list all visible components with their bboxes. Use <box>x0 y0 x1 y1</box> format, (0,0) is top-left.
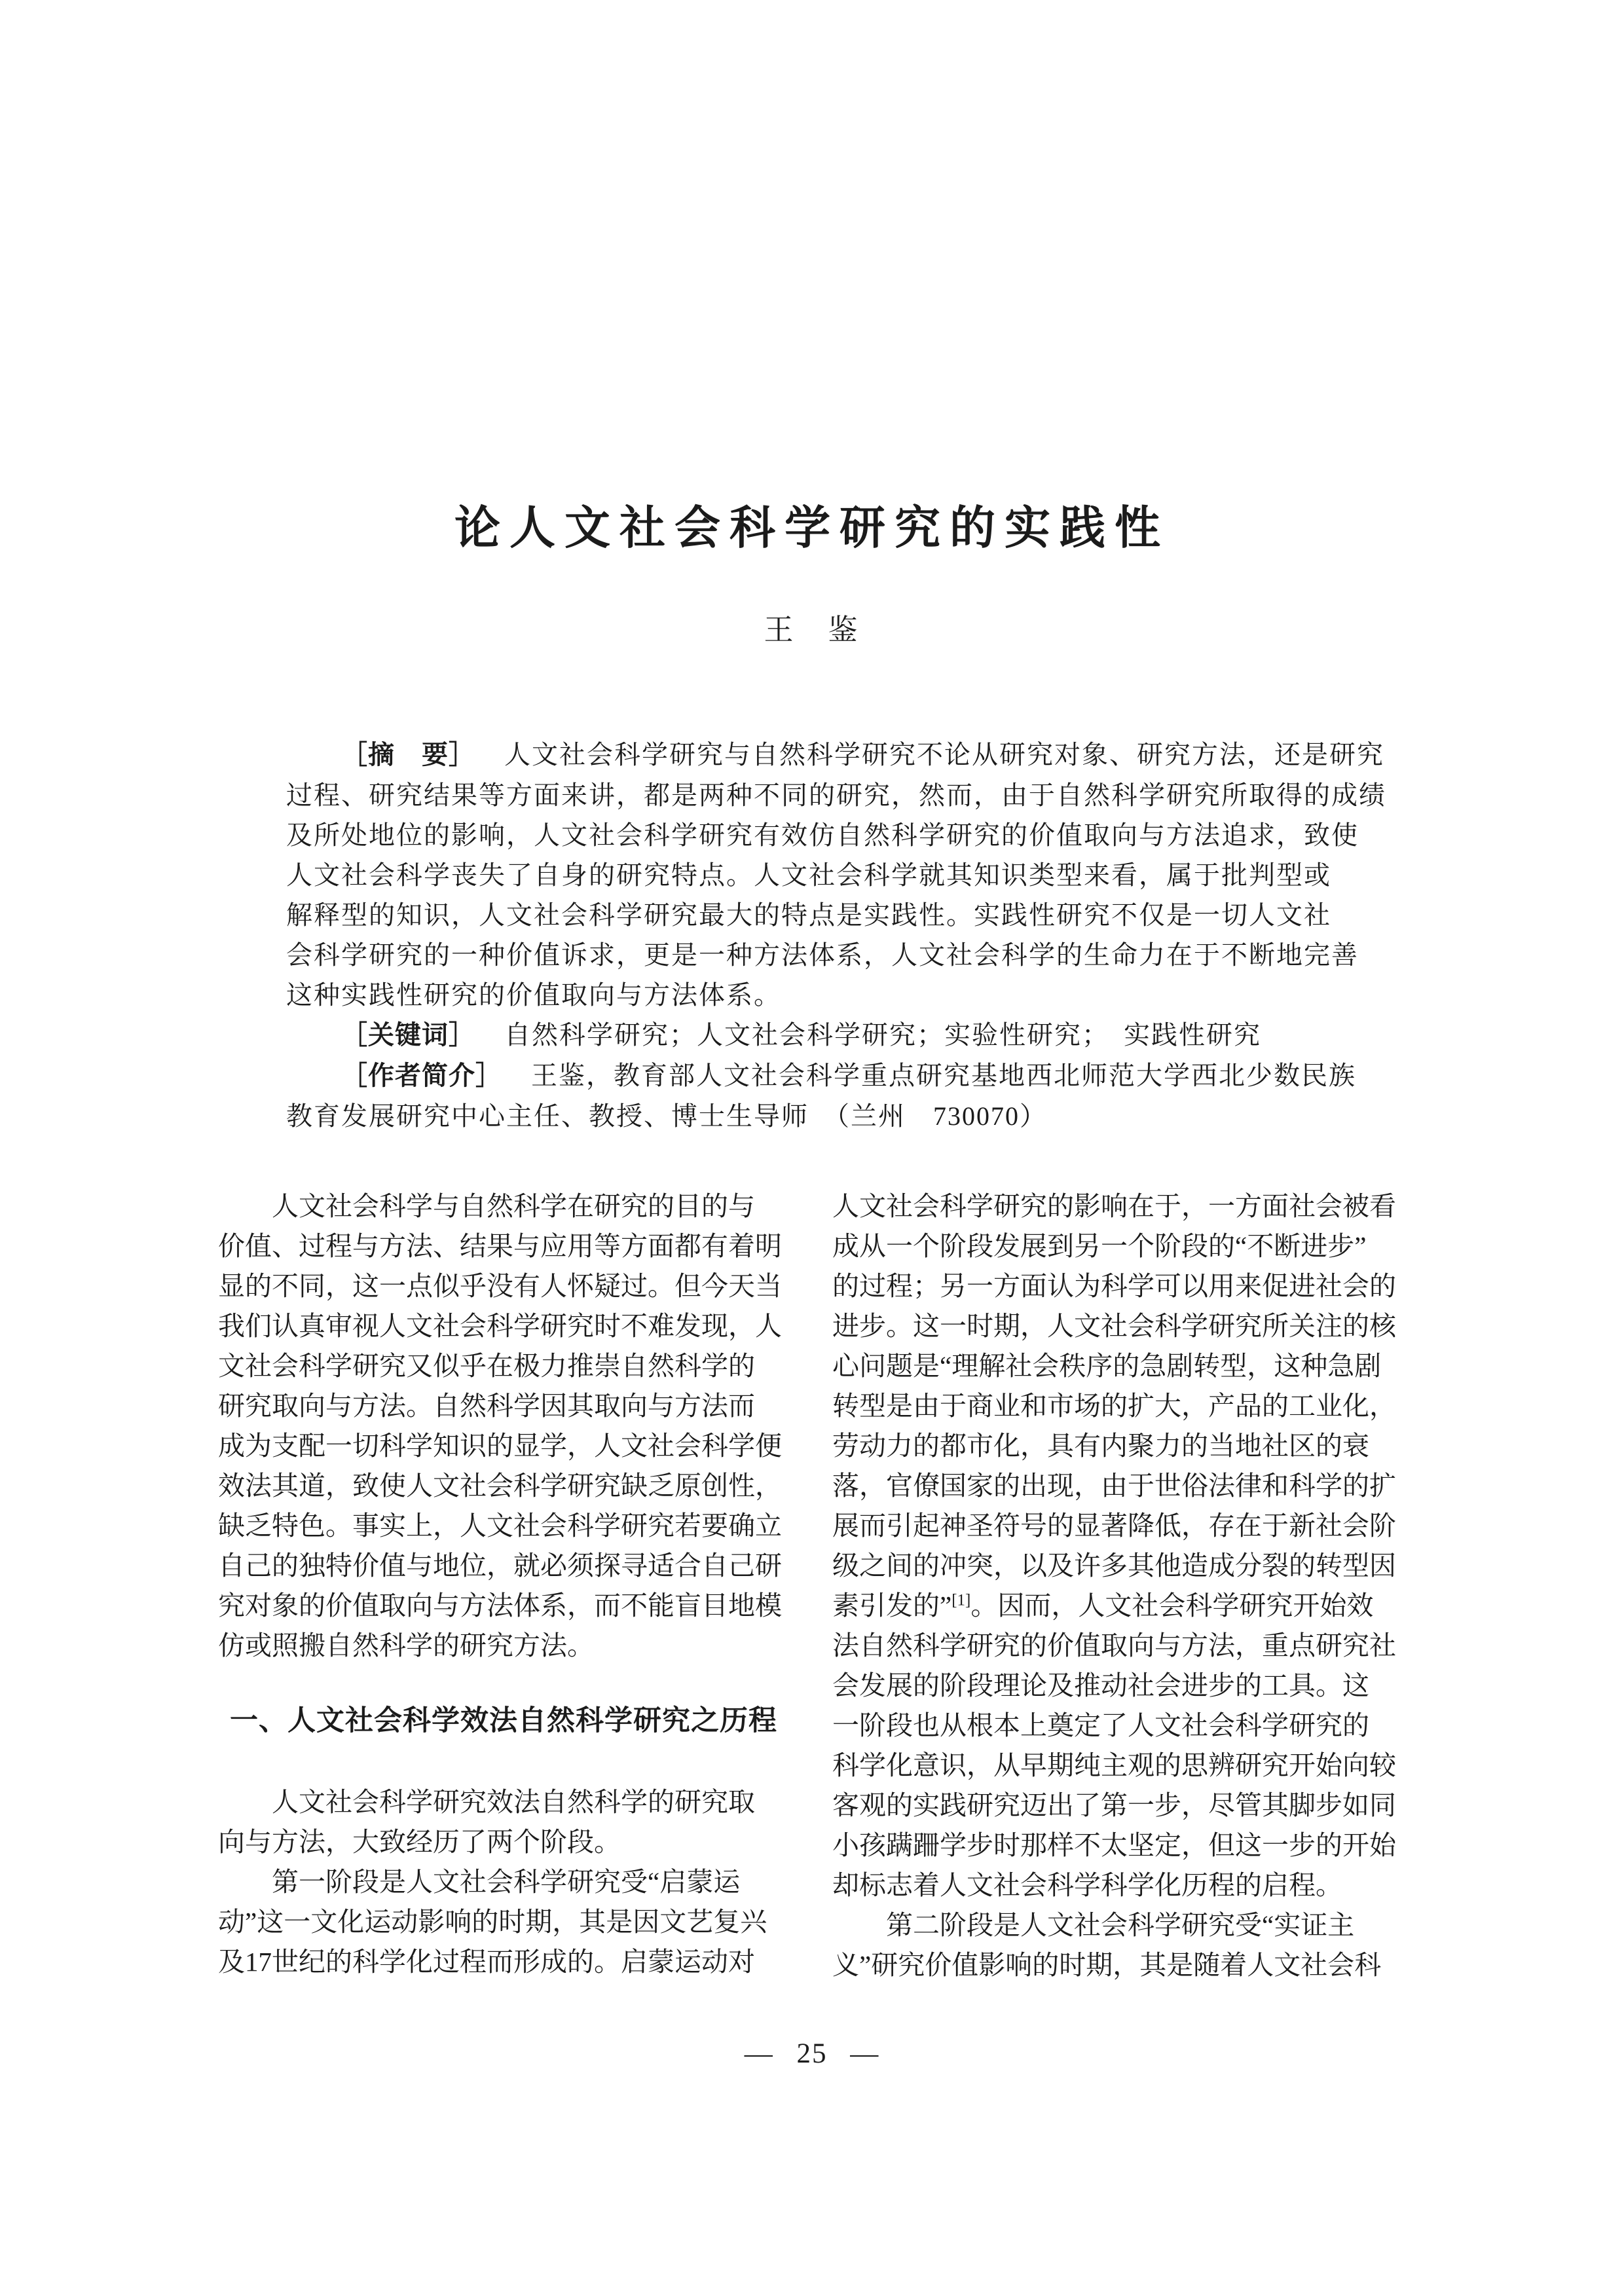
page-number: — 25 — <box>744 2038 880 2069</box>
body-line: 及17世纪的科学化过程而形成的。启蒙运动对 <box>218 1947 755 1977</box>
abstract-first-line <box>286 735 1384 775</box>
body-line: 人文社会科学研究的影响在于，一方面社会被看 <box>832 1191 1396 1221</box>
author-bio-text: 王鉴，教育部人文社会科学重点研究基地西北师范大学西北少数民族 <box>531 1061 1356 1090</box>
body-line: 却标志着人文社会科学科学化历程的启程。 <box>832 1870 1342 1900</box>
body-column-left <box>218 1186 789 1982</box>
author-bio-first-line <box>286 1056 1356 1096</box>
ref-line-pre: 素引发的” <box>832 1590 952 1621</box>
abstract-label: ［摘 要］ <box>341 741 475 769</box>
body-line: 向与方法，大致经历了两个阶段。 <box>218 1827 621 1857</box>
keywords-line <box>286 1015 1337 1056</box>
abstract-line: 过程、研究结果等方面来讲，都是两种不同的研究，然而，由于自然科学研究所取得的成绩 <box>286 780 1386 810</box>
abstract-text: 人文社会科学研究与自然科学研究不论从研究对象、研究方法，还是研究 <box>504 740 1384 769</box>
body-line: 科学化意识，从早期纯主观的思辨研究开始向较 <box>832 1750 1396 1780</box>
abstract-line: 人文社会科学丧失了自身的研究特点。人文社会科学就其知识类型来看，属于批判型或 <box>286 860 1331 890</box>
body-line: 自己的独特价值与地位，就必须探寻适合自己研 <box>218 1551 782 1581</box>
left-paragraph-2 <box>218 1782 789 1982</box>
body-line: 小孩蹒跚学步时那样不太坚定，但这一步的开始 <box>832 1830 1396 1860</box>
author-bio-label: ［作者简介］ <box>341 1061 502 1090</box>
keywords-text: 自然科学研究；人文社会科学研究；实验性研究； 实践性研究 <box>504 1020 1261 1050</box>
body-line: 成为支配一切科学知识的显学，人文社会科学便 <box>218 1431 782 1461</box>
body-line: 义”研究价值影响的时期，其是随着人文社会科 <box>832 1950 1382 1980</box>
body-line: 显的不同，这一点似乎没有人怀疑过。但今天当 <box>218 1271 782 1301</box>
body-line: 会发展的阶段理论及推动社会进步的工具。这 <box>832 1670 1369 1700</box>
body-line: 研究取向与方法。自然科学因其取向与方法而 <box>218 1391 755 1421</box>
body-column-right <box>832 1186 1403 1985</box>
front-matter <box>286 735 1386 1136</box>
abstract-line: 会科学研究的一种价值诉求，更是一种方法体系，人文社会科学的生命力在于不断地完善 <box>286 940 1359 970</box>
body-line: 价值、过程与方法、结果与应用等方面都有着明 <box>218 1231 782 1261</box>
right-lines-b <box>832 1626 1403 1985</box>
body-line: 第一阶段是人文社会科学研究受“启蒙运 <box>218 1867 741 1897</box>
body-line: 落，官僚国家的出现，由于世俗法律和科学的扩 <box>832 1471 1396 1501</box>
body-line-with-reference <box>832 1586 1403 1626</box>
right-lines-a <box>832 1186 1403 1586</box>
body-line: 动”这一文化运动影响的时期，其是因文艺复兴 <box>218 1907 767 1937</box>
body-line: 人文社会科学与自然科学在研究的目的与 <box>218 1191 755 1221</box>
author-bio-second-line: 教育发展研究中心主任、教授、博士生导师 （兰州 730070） <box>286 1101 1047 1131</box>
body-line: 一阶段也从根本上奠定了人文社会科学研究的 <box>832 1710 1369 1740</box>
body-line: 第二阶段是人文社会科学研究受“实证主 <box>832 1910 1355 1940</box>
footnote-ref-1: [1] <box>951 1591 971 1609</box>
body-line: 心问题是“理解社会秩序的急剧转型，这种急剧 <box>832 1351 1382 1381</box>
body-line: 人文社会科学研究效法自然科学的研究取 <box>218 1787 755 1817</box>
body-line: 文社会科学研究又似乎在极力推崇自然科学的 <box>218 1351 755 1381</box>
keywords-label: ［关键词］ <box>341 1021 475 1050</box>
body-line: 仿或照搬自然科学的研究方法。 <box>218 1630 594 1661</box>
body-line: 究对象的价值取向与方法体系，而不能盲目地模 <box>218 1590 782 1621</box>
body-line: 我们认真审视人文社会科学研究时不难发现，人 <box>218 1311 782 1341</box>
abstract-line: 解释型的知识，人文社会科学研究最大的特点是实践性。实践性研究不仅是一切人文社 <box>286 900 1331 930</box>
abstract-line: 及所处地位的影响，人文社会科学研究有效仿自然科学研究的价值取向与方法追求，致使 <box>286 820 1359 850</box>
body-line: 转型是由于商业和市场的扩大，产品的工业化， <box>832 1391 1396 1421</box>
body-line: 的过程；另一方面认为科学可以用来促进社会的 <box>832 1271 1396 1301</box>
body-line: 效法其道，致使人文社会科学研究缺乏原创性， <box>218 1471 782 1501</box>
page-title: 论人文社会科学研究的实践性 <box>454 502 1170 553</box>
abstract-rest-lines <box>286 775 1386 1015</box>
body-line: 客观的实践研究迈出了第一步，尽管其脚步如同 <box>832 1790 1396 1820</box>
section-heading: 一、人文社会科学效法自然科学研究之历程 <box>230 1705 777 1736</box>
ref-line-post: 。因而，人文社会科学研究开始效 <box>970 1590 1374 1621</box>
body-line: 进步。这一时期，人文社会科学研究所关注的核 <box>832 1311 1396 1341</box>
body-line: 展而引起神圣符号的显著降低，存在于新社会阶 <box>832 1511 1396 1541</box>
author-name: 王 鉴 <box>764 614 860 646</box>
left-paragraph-1 <box>218 1186 789 1666</box>
abstract-line: 这种实践性研究的价值取向与方法体系。 <box>286 980 781 1010</box>
body-line: 级之间的冲突，以及许多其他造成分裂的转型因 <box>832 1551 1396 1581</box>
body-line: 成从一个阶段发展到另一个阶段的“不断进步” <box>832 1231 1367 1261</box>
body-line: 缺乏特色。事实上，人文社会科学研究若要确立 <box>218 1511 782 1541</box>
body-line: 法自然科学研究的价值取向与方法，重点研究社 <box>832 1630 1396 1661</box>
body-line: 劳动力的都市化，具有内聚力的当地社区的衰 <box>832 1431 1369 1461</box>
